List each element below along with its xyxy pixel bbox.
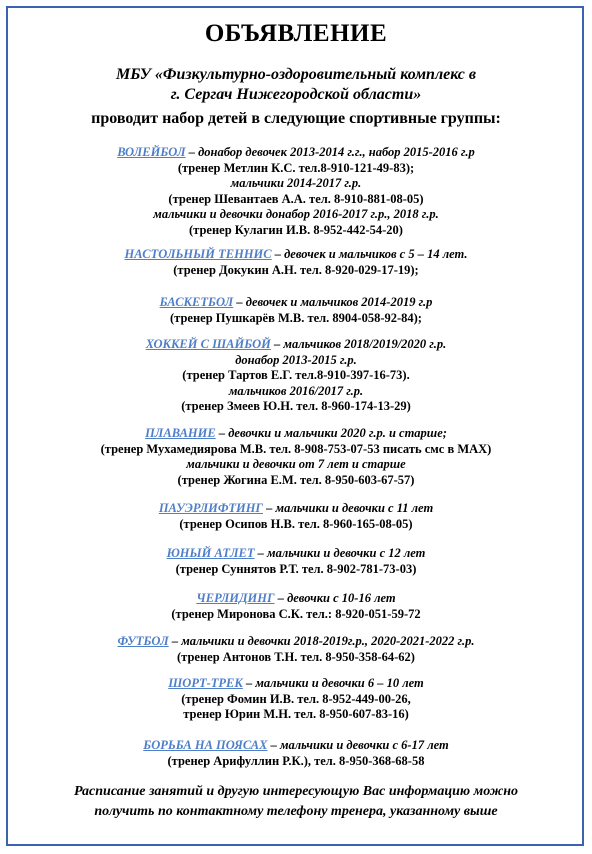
coach-contact-line: (тренер Миронова С.К. тел.: 8-920-051-59-72 [171,606,421,621]
sport-description: – девочки с 10-16 лет [274,591,396,605]
page-title: ОБЪЯВЛЕНИЕ [204,20,388,47]
coach-contact-line: (тренер Суннятов Р.Т. тел. 8-902-781-73-03) [175,561,417,576]
section-header [0,295,592,310]
coach-contact-line: (тренер Метлин К.С. тел.8-910-121-49-83); [177,160,415,175]
coach-contact-line: (тренер Кулагин И.В. 8-952-442-54-20) [189,222,403,237]
footer-line-2: получить по контактному телефону тренера, указанному выше [94,804,498,819]
sport-description: – мальчиков 2018/2019/2020 г.р. [270,337,447,351]
sport-name-link[interactable]: ЮНЫЙ АТЛЕТ [166,546,255,560]
sport-name-link[interactable]: БОРЬБА НА ПОЯСАХ [143,738,268,752]
section-header [0,501,592,516]
sport-description: – мальчики и девочки 6 – 10 лет [242,676,424,690]
section-header [0,426,592,441]
section-header [0,634,592,649]
sport-description: – девочек и мальчиков с 5 – 14 лет. [271,247,468,261]
coach-contact-line: (тренер Фомин И.В. тел. 8-952-449-00-26, [181,691,411,706]
sport-name-link[interactable]: ВОЛЕЙБОЛ [117,145,186,159]
sport-name-link[interactable]: ПАУЭРЛИФТИНГ [158,501,263,515]
sport-description: – мальчики и девочки 2018-2019г.р., 2020-2021-2022 г.р. [168,634,475,648]
coach-contact-line: (тренер Жогина Е.М. тел. 8-950-603-67-57) [177,472,415,487]
group-details-line: мальчиков 2016/2017 г.р. [228,383,364,398]
coach-contact-line: (тренер Докукин А.Н. тел. 8-920-029-17-19); [173,262,419,277]
coach-contact-line: (тренер Антонов Т.Н. тел. 8-950-358-64-62) [177,649,415,664]
section-header [0,546,592,561]
section-header [0,145,592,160]
section-header [0,247,592,262]
sport-description: – девочек и мальчиков 2014-2019 г.р [233,295,433,309]
coach-contact-line: (тренер Тартов Е.Г. тел.8-910-397-16-73). [182,368,410,382]
coach-contact-line: (тренер Шевантаев А.А. тел. 8-910-881-08-05) [168,191,424,206]
sport-name-link[interactable]: ШОРТ-ТРЕК [168,676,243,690]
sport-name-link[interactable]: ЧЕРЛИДИНГ [196,591,275,605]
coach-contact-line: тренер Юрин М.Н. тел. 8-950-607-83-16) [183,707,409,721]
sport-name-link[interactable]: БАСКЕТБОЛ [159,295,234,309]
organization-line-2: г. Сергач Нижегородской области» [170,86,422,103]
coach-contact-line: (тренер Мухамедиярова М.В. тел. 8-908-753-07-53 писать смс в MAX) [100,441,492,456]
section-header [0,591,592,606]
group-details-line: донабор 2013-2015 г.р. [235,352,357,367]
sport-description: – мальчики и девочки с 12 лет [254,546,426,560]
sport-name-link[interactable]: ХОККЕЙ С ШАЙБОЙ [145,337,271,351]
sport-description: – девочки и мальчики 2020 г.р. и старше; [215,426,447,440]
section-header [0,337,592,352]
section-header [0,676,592,691]
intro-text: проводит набор детей в следующие спортивные группы: [91,110,501,127]
sport-description: – донабор девочек 2013-2014 г.г., набор 2015-2016 г.р [185,145,475,159]
coach-contact-line: (тренер Змеев Ю.Н. тел. 8-960-174-13-29) [181,399,411,413]
sport-name-link[interactable]: НАСТОЛЬНЫЙ ТЕННИС [124,247,272,261]
sport-name-link[interactable]: ПЛАВАНИЕ [145,426,216,440]
footer-line-1: Расписание занятий и другую интересующую Вас информацию можно [74,784,518,799]
sport-name-link[interactable]: ФУТБОЛ [117,634,169,648]
group-details-line: мальчики и девочки донабор 2016-2017 г.р., 2018 г.р. [153,207,439,221]
section-header [0,738,592,753]
group-details-line: мальчики 2014-2017 г.р. [230,176,362,190]
sport-description: – мальчики и девочки с 6-17 лет [267,738,449,752]
coach-contact-line: (тренер Арифуллин Р.К.), тел. 8-950-368-68-58 [167,753,425,768]
coach-contact-line: (тренер Пушкарёв М.В. тел. 8904-058-92-84); [170,310,422,325]
coach-contact-line: (тренер Осипов Н.В. тел. 8-960-165-08-05) [179,516,413,531]
sport-description: – мальчики и девочки с 11 лет [263,501,434,515]
group-details-line: мальчики и девочки от 7 лет и старше [186,457,406,471]
organization-line-1: МБУ «Физкультурно-оздоровительный комплекс в [115,66,477,83]
